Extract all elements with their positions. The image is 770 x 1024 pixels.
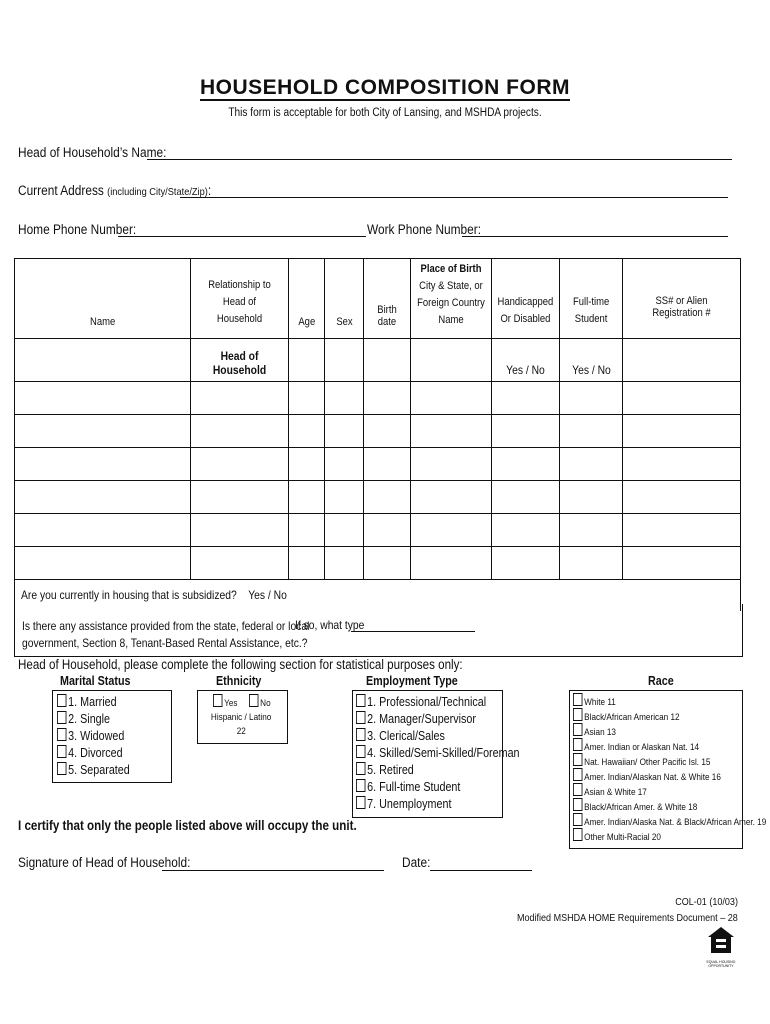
header-relationship [191,259,289,339]
footer-note: Modified MSHDA HOME Requirements Document – 28 [517,912,738,924]
table-header-row [15,259,741,339]
header-birth-date [364,259,411,339]
marital-option-label: 2. Single [68,712,111,726]
cell-birth-date[interactable] [364,382,411,415]
head-of-household-label: Head of Household [212,349,267,377]
signature-label: Signature of Head of Household: [18,855,191,870]
header-place-text [417,261,486,329]
subsidized-yes-no[interactable]: Yes / No [248,588,287,603]
checkbox-icon[interactable] [573,753,582,766]
work-phone-field[interactable] [462,236,728,237]
address-label-text: Current Address [18,183,104,198]
checkbox-icon[interactable] [573,693,582,706]
cell-place[interactable] [411,415,492,448]
race-option[interactable] [573,708,680,723]
marital-option-label: 1. Married [68,695,117,709]
signature-field[interactable] [162,870,384,871]
checkbox-icon[interactable] [356,779,365,792]
cell-place[interactable] [411,339,492,382]
certify-statement: I certify that only the people listed above will occupy the unit. [18,818,357,833]
header-student-line2: Student [574,313,608,325]
cell-relationship[interactable] [191,514,289,547]
cell-relationship[interactable] [191,448,289,481]
checkbox-icon[interactable] [249,694,258,707]
marital-option-label: 5. Separated [68,763,130,777]
employment-option[interactable] [356,728,445,743]
cell-name[interactable] [15,415,191,448]
race-option-label: White 11 [584,697,616,708]
ethnicity-yes-label: Yes [224,698,238,709]
address-note: (including City/State/Zip) [107,186,208,198]
table-row [15,448,741,481]
ethnicity-label-block [197,711,286,739]
cell-birth-date[interactable] [364,339,411,382]
cell-age[interactable] [289,339,325,382]
equal-housing-text: EQUAL HOUSING OPPORTUNITY [706,960,736,968]
cell-age[interactable] [289,448,325,481]
cell-handicapped[interactable] [492,415,560,448]
cell-place[interactable] [411,382,492,415]
header-ss-text: SS# or Alien Registration # [652,295,711,319]
cell-relationship[interactable] [191,382,289,415]
cell-name[interactable] [15,382,191,415]
employment-type-title: Employment Type [366,674,458,688]
cell-student[interactable] [560,415,623,448]
checkbox-icon[interactable] [57,745,66,758]
cell-sex[interactable] [325,514,364,547]
header-handicapped-line2: Or Disabled [500,313,551,325]
cell-student[interactable] [560,382,623,415]
table-row [15,547,741,580]
cell-ss[interactable] [623,415,741,448]
race-option[interactable] [573,813,766,828]
cell-ss[interactable] [623,547,741,580]
cell-name[interactable] [15,481,191,514]
header-sex-text: Sex [335,316,353,328]
header-birth-date-text: Birth date [377,304,397,328]
head-name-label: Head of Household’s Name: [18,145,167,160]
form-title [0,76,770,100]
table-row [15,382,741,415]
form-title-text: HOUSEHOLD COMPOSITION FORM [200,76,570,99]
header-handicapped [492,259,560,339]
table-row [15,514,741,547]
employment-option-label: 7. Unemployment [367,797,452,811]
home-phone-field[interactable] [118,236,366,237]
cell-sex[interactable] [325,415,364,448]
checkbox-icon[interactable] [57,728,66,741]
assistance-line1: Is there any assistance provided from the state, federal or local [22,619,310,633]
date-label: Date: [402,855,431,870]
cell-relationship[interactable] [191,547,289,580]
address-field[interactable] [180,197,728,198]
employment-option-label: 5. Retired [367,763,414,777]
marital-option-separated[interactable] [57,762,130,777]
cell-age[interactable] [289,415,325,448]
cell-birth-date[interactable] [364,514,411,547]
race-option-label: Other Multi-Racial 20 [584,832,661,843]
header-place-line2: City & State, or [419,280,483,292]
head-name-field[interactable] [147,159,732,160]
employment-option[interactable] [356,694,486,709]
header-place-line3: Foreign Country Name [417,297,485,326]
race-option[interactable] [573,738,699,753]
checkbox-icon[interactable] [573,828,582,841]
checkbox-icon[interactable] [573,723,582,736]
cell-sex[interactable] [325,547,364,580]
checkbox-icon[interactable] [356,694,365,707]
cell-handicapped[interactable] [492,339,560,382]
header-sex [325,259,364,339]
cell-handicapped[interactable] [492,547,560,580]
cell-student[interactable] [560,448,623,481]
employment-option[interactable] [356,711,476,726]
cell-student[interactable] [560,481,623,514]
cell-ss[interactable] [623,481,741,514]
subsidized-question-text: Are you currently in housing that is subsidized? [21,588,237,603]
race-option[interactable] [573,798,697,813]
ethnicity-no-label: No [260,698,271,709]
race-option[interactable] [573,768,721,783]
if-so-label: If so, what type [295,618,365,632]
cell-name[interactable] [15,547,191,580]
cell-student[interactable] [560,339,623,382]
header-place-of-birth [411,259,492,339]
ethnicity-yes[interactable] [213,694,238,709]
cell-ss[interactable] [623,382,741,415]
header-student [560,259,623,339]
cell-name[interactable] [15,514,191,547]
race-option[interactable] [573,828,661,843]
assistance-question [22,618,309,652]
employment-option[interactable] [356,745,520,760]
header-ss [623,259,741,339]
race-title: Race [648,674,674,688]
handicapped-yes-no: Yes / No [506,363,545,377]
checkbox-icon[interactable] [573,768,582,781]
cell-handicapped[interactable] [492,382,560,415]
header-handicapped-text [498,294,554,328]
employment-option[interactable] [356,779,460,794]
subsidized-question [15,588,287,602]
race-option[interactable] [573,723,616,738]
employment-option-label: 4. Skilled/Semi-Skilled/Foreman [367,746,520,760]
address-colon: : [207,183,212,198]
checkbox-icon[interactable] [573,813,582,826]
form-code: COL-01 (10/03) [675,896,738,908]
header-name-text: Name [89,316,116,328]
household-members-table [14,258,741,611]
cell-handicapped[interactable] [492,481,560,514]
checkbox-icon[interactable] [356,711,365,724]
race-option-label: Asian & White 17 [584,787,647,798]
marital-status-title: Marital Status [60,674,131,688]
cell-relationship[interactable] [191,415,289,448]
cell-age[interactable] [289,547,325,580]
cell-relationship[interactable] [191,481,289,514]
header-relationship-line1: Relationship to Head of [208,279,271,308]
cell-sex[interactable] [325,481,364,514]
cell-ss[interactable] [623,514,741,547]
race-option[interactable] [573,753,710,768]
cell-ss[interactable] [623,448,741,481]
ethnicity-code: 22 [236,726,247,737]
header-name [15,259,191,339]
marital-option-married[interactable] [57,694,117,709]
employment-option-label: 3. Clerical/Sales [367,729,445,743]
race-option-label: Amer. Indian/Alaskan Nat. & White 16 [584,772,721,783]
checkbox-icon[interactable] [57,711,66,724]
footer-block [481,894,738,926]
cell-handicapped[interactable] [492,448,560,481]
race-option[interactable] [573,783,647,798]
equal-housing-logo [706,925,736,968]
cell-birth-date[interactable] [364,481,411,514]
form-subtitle: This form is acceptable for both City of Lansing, and MSHDA projects. [228,107,542,119]
race-option-label: Nat. Hawaiian/ Other Pacific Isl. 15 [584,757,711,768]
cell-student[interactable] [560,514,623,547]
race-option-label: Black/African Amer. & White 18 [584,802,698,813]
checkbox-icon[interactable] [356,728,365,741]
header-handicapped-line1: Handicapped [497,296,554,308]
address-label [18,183,211,198]
cell-birth-date[interactable] [364,448,411,481]
cell-sex[interactable] [325,339,364,382]
cell-place[interactable] [411,514,492,547]
checkbox-icon[interactable] [573,798,582,811]
employment-option-label: 1. Professional/Technical [367,695,487,709]
race-option-label: Amer. Indian/Alaska Nat. & Black/African Amer. 19 [584,817,767,828]
assistance-type-field[interactable] [351,631,475,632]
cell-age[interactable] [289,481,325,514]
header-student-line1: Full-time [572,296,610,308]
race-option-label: Black/African American 12 [584,712,680,723]
marital-option-divorced[interactable] [57,745,123,760]
ethnicity-label: Hispanic / Latino [211,712,272,723]
cell-sex[interactable] [325,448,364,481]
cell-name[interactable] [15,448,191,481]
checkbox-icon[interactable] [57,762,66,775]
checkbox-icon[interactable] [213,694,222,707]
checkbox-icon[interactable] [356,745,365,758]
header-relationship-line2: Household [216,313,263,325]
cell-age[interactable] [289,382,325,415]
statistical-intro: Head of Household, please complete the following section for statistical purposes only: [18,657,463,672]
cell-ss[interactable] [623,339,741,382]
cell-handicapped[interactable] [492,514,560,547]
work-phone-label: Work Phone Number: [367,222,482,237]
header-age-text: Age [298,316,315,328]
ethnicity-title: Ethnicity [216,674,262,688]
home-phone-label: Home Phone Number: [18,222,137,237]
race-option-label: Asian 13 [584,727,616,738]
cell-birth-date[interactable] [364,415,411,448]
header-age [289,259,325,339]
marital-option-label: 4. Divorced [68,746,123,760]
table-row [15,481,741,514]
checkbox-icon[interactable] [573,738,582,751]
marital-option-label: 3. Widowed [68,729,125,743]
cell-student[interactable] [560,547,623,580]
checkbox-icon[interactable] [57,694,66,707]
header-student-text [573,294,609,328]
employment-option-label: 6. Full-time Student [367,780,461,794]
cell-birth-date[interactable] [364,547,411,580]
employment-option[interactable] [356,762,414,777]
header-place-line1: Place of Birth [420,263,482,275]
ethnicity-no[interactable] [249,694,271,709]
race-option[interactable] [573,693,616,708]
marital-option-single[interactable] [57,711,110,726]
employment-option[interactable] [356,796,451,811]
employment-option-label: 2. Manager/Supervisor [367,712,476,726]
checkbox-icon[interactable] [573,708,582,721]
header-relationship-text [198,277,281,328]
checkbox-icon[interactable] [356,762,365,775]
race-option-label: Amer. Indian or Alaskan Nat. 14 [584,742,700,753]
cell-age[interactable] [289,514,325,547]
table-row [15,415,741,448]
student-yes-no: Yes / No [571,363,611,377]
cell-place[interactable] [411,547,492,580]
date-field[interactable] [430,870,532,871]
cell-relationship[interactable] [191,339,289,382]
cell-place[interactable] [411,448,492,481]
checkbox-icon[interactable] [356,796,365,809]
cell-sex[interactable] [325,382,364,415]
cell-place[interactable] [411,481,492,514]
equal-housing-icon [706,925,736,955]
checkbox-icon[interactable] [573,783,582,796]
marital-option-widowed[interactable] [57,728,124,743]
cell-name[interactable] [15,339,191,382]
assistance-line2: government, Section 8, Tenant-Based Rental Assistance, etc.? [22,636,308,650]
table-row [15,339,741,382]
